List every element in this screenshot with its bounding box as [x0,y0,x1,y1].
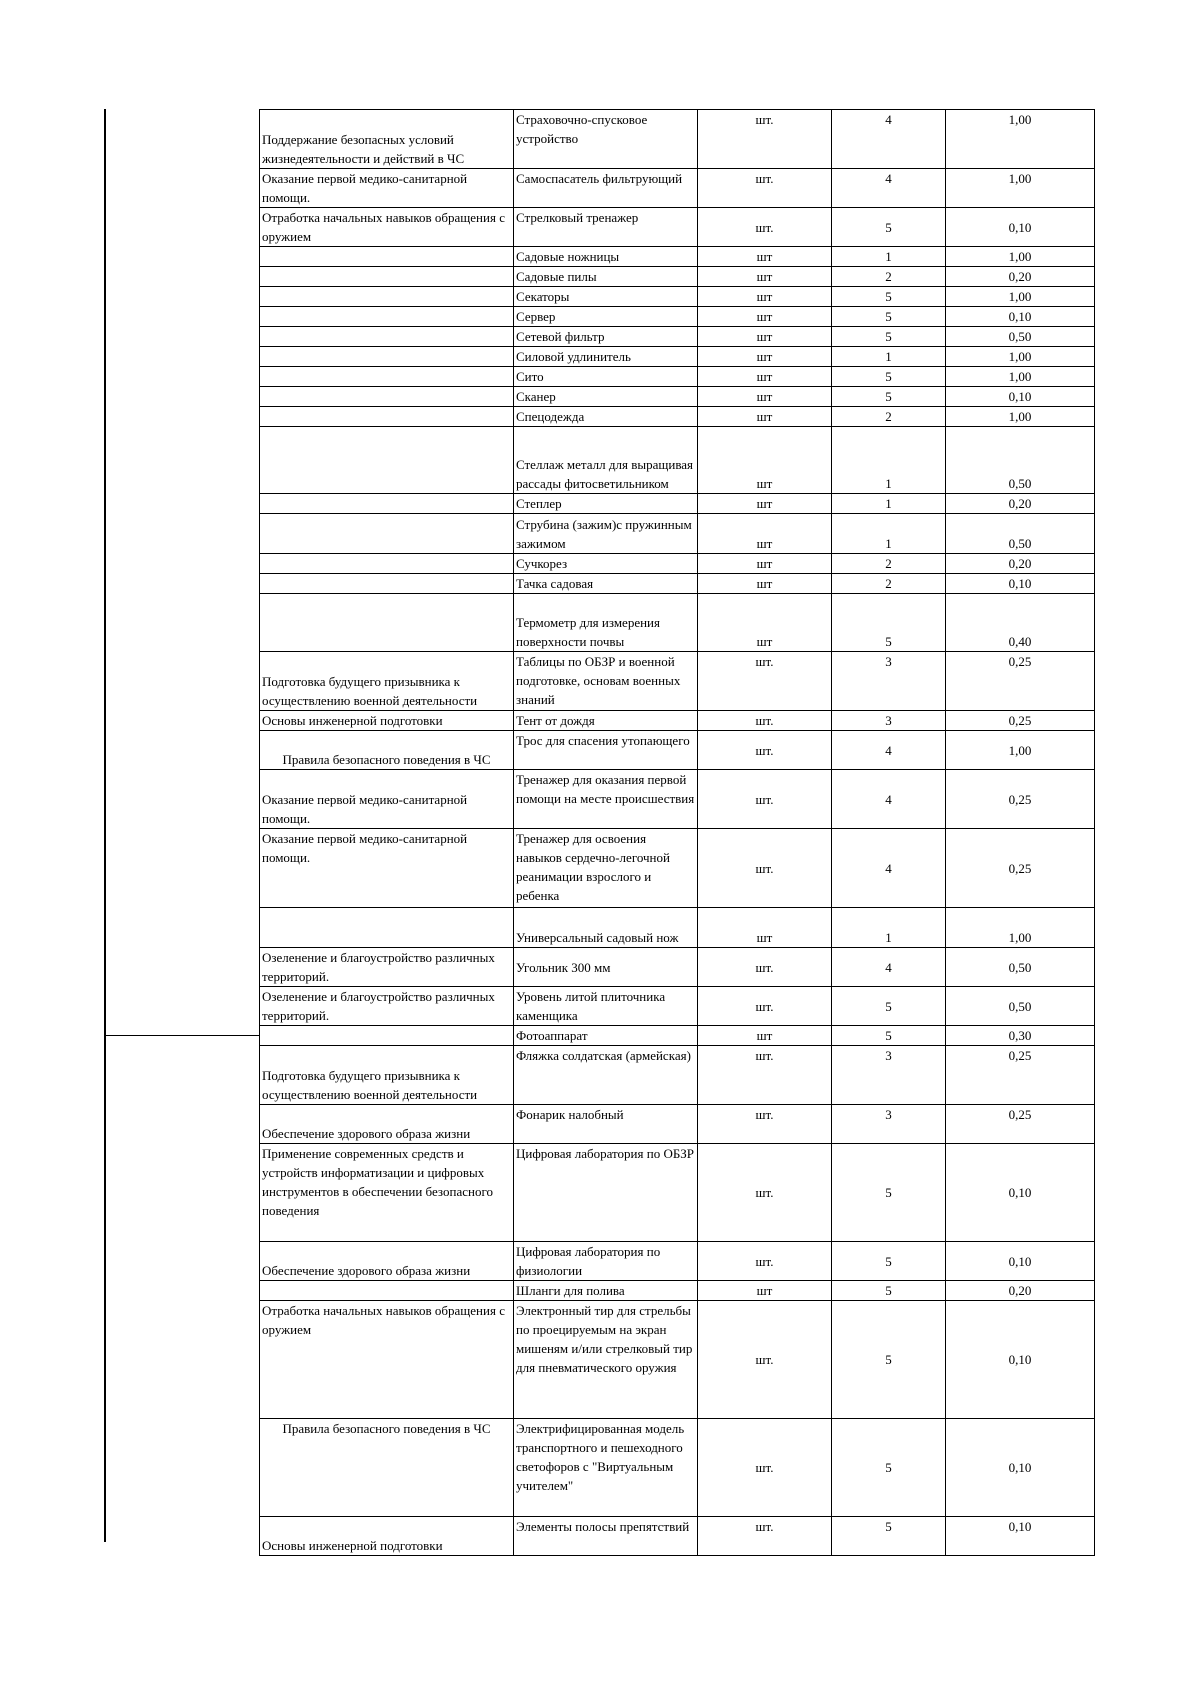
coefficient-cell: 0,10 [946,1242,1095,1281]
item-name-cell: Электронный тир для стрельбы по проецируемым на экран мишеням и/или стрелковый тир для пневматического оружия [514,1301,698,1419]
section-cell: Оказание первой медико-санитарной помощи. [260,829,514,908]
item-name-cell: Цифровая лаборатория по ОБЗР [514,1144,698,1242]
section-cell: Подготовка будущего призывника к осуществлению военной деятельности [260,652,514,711]
item-name-cell: Стрелковый тренажер [514,208,698,247]
quantity-cell: 3 [832,652,946,711]
item-name-cell: Садовые пилы [514,267,698,287]
coefficient-cell: 0,50 [946,987,1095,1026]
table-row [260,1026,1095,1046]
quantity-cell: 2 [832,267,946,287]
quantity-cell: 3 [832,711,946,731]
table-row [260,267,1095,287]
table-row [260,367,1095,387]
item-name-cell: Сетевой фильтр [514,327,698,347]
section-cell [260,494,514,514]
section-cell: Правила безопасного поведения в ЧС [260,1419,514,1517]
section-cell: Поддержание безопасных условий жизнедеятельности и действий в ЧС [260,110,514,169]
coefficient-cell: 0,10 [946,387,1095,407]
table-row [260,347,1095,367]
item-name-cell: Сито [514,367,698,387]
section-cell: Подготовка будущего призывника к осуществлению военной деятельности [260,1046,514,1105]
table-row [260,554,1095,574]
quantity-cell: 1 [832,347,946,367]
quantity-cell: 5 [832,387,946,407]
table-row [260,407,1095,427]
section-cell [260,1281,514,1301]
coefficient-cell: 0,20 [946,494,1095,514]
table-row [260,652,1095,711]
item-name-cell: Трос для спасения утопающего [514,731,698,770]
quantity-cell: 5 [832,1517,946,1556]
unit-cell: шт [698,908,832,948]
coefficient-cell: 1,00 [946,347,1095,367]
table-row [260,574,1095,594]
coefficient-cell: 0,20 [946,1281,1095,1301]
coefficient-cell: 1,00 [946,407,1095,427]
table-row [260,1144,1095,1242]
quantity-cell: 5 [832,327,946,347]
item-name-cell: Тачка садовая [514,574,698,594]
item-name-cell: Садовые ножницы [514,247,698,267]
quantity-cell: 4 [832,110,946,169]
table-row [260,247,1095,267]
quantity-cell: 5 [832,1026,946,1046]
section-cell: Правила безопасного поведения в ЧС [260,731,514,770]
quantity-cell: 5 [832,208,946,247]
item-name-cell: Тренажер для оказания первой помощи на месте происшествия [514,770,698,829]
quantity-cell: 2 [832,574,946,594]
item-name-cell: Струбина (зажим)с пружинным зажимом [514,514,698,554]
unit-cell: шт [698,387,832,407]
section-cell [260,307,514,327]
item-name-cell: Угольник 300 мм [514,948,698,987]
table-row [260,594,1095,652]
coefficient-cell: 1,00 [946,908,1095,948]
coefficient-cell: 0,25 [946,1105,1095,1144]
item-name-cell: Степлер [514,494,698,514]
coefficient-cell: 1,00 [946,110,1095,169]
coefficient-cell: 0,30 [946,1026,1095,1046]
table-row [260,711,1095,731]
unit-cell: шт [698,494,832,514]
table-row [260,1105,1095,1144]
quantity-cell: 4 [832,948,946,987]
unit-cell: шт [698,574,832,594]
section-cell [260,267,514,287]
unit-cell: шт [698,1026,832,1046]
quantity-cell: 4 [832,169,946,208]
coefficient-cell: 1,00 [946,367,1095,387]
item-name-cell: Фотоаппарат [514,1026,698,1046]
unit-cell: шт [698,287,832,307]
quantity-cell: 5 [832,287,946,307]
unit-cell: шт. [698,110,832,169]
unit-cell: шт. [698,652,832,711]
item-name-cell: Тент от дождя [514,711,698,731]
unit-cell: шт [698,247,832,267]
item-name-cell: Сканер [514,387,698,407]
coefficient-cell: 0,10 [946,1301,1095,1419]
section-cell [260,387,514,407]
section-cell [260,1026,514,1046]
quantity-cell: 3 [832,1046,946,1105]
coefficient-cell: 0,25 [946,652,1095,711]
table-row [260,829,1095,908]
unit-cell: шт. [698,169,832,208]
item-name-cell: Самоспасатель фильтрующий [514,169,698,208]
quantity-cell: 4 [832,770,946,829]
section-cell [260,347,514,367]
table-row [260,1517,1095,1556]
item-name-cell: Стеллаж металл для выращивая рассады фитосветильником [514,427,698,494]
unit-cell: шт [698,427,832,494]
section-cell: Обеспечение здорового образа жизни [260,1242,514,1281]
table-row [260,1301,1095,1419]
unit-cell: шт [698,267,832,287]
coefficient-cell: 0,50 [946,948,1095,987]
item-name-cell: Тренажер для освоения навыков сердечно-легочной реанимации взрослого и ребенка [514,829,698,908]
table-row [260,387,1095,407]
quantity-cell: 5 [832,594,946,652]
coefficient-cell: 0,10 [946,208,1095,247]
section-cell: Отработка начальных навыков обращения с оружием [260,1301,514,1419]
unit-cell: шт. [698,1046,832,1105]
unit-cell: шт. [698,1242,832,1281]
quantity-cell: 1 [832,427,946,494]
section-cell [260,327,514,347]
coefficient-cell: 0,25 [946,711,1095,731]
item-name-cell: Страховочно-спусковое устройство [514,110,698,169]
coefficient-cell: 0,50 [946,327,1095,347]
item-name-cell: Шланги для полива [514,1281,698,1301]
section-cell: Оказание первой медико-санитарной помощи. [260,169,514,208]
coefficient-cell: 1,00 [946,731,1095,770]
quantity-cell: 4 [832,731,946,770]
unit-cell: шт [698,1281,832,1301]
quantity-cell: 1 [832,247,946,267]
item-name-cell: Фонарик налобный [514,1105,698,1144]
unit-cell: шт [698,514,832,554]
unit-cell: шт. [698,1144,832,1242]
section-cell [260,407,514,427]
table-row [260,1046,1095,1105]
unit-cell: шт. [698,770,832,829]
item-name-cell: Силовой удлинитель [514,347,698,367]
item-name-cell: Элементы полосы препятствий [514,1517,698,1556]
section-cell: Обеспечение здорового образа жизни [260,1105,514,1144]
coefficient-cell: 1,00 [946,169,1095,208]
unit-cell: шт [698,407,832,427]
section-cell [260,514,514,554]
coefficient-cell: 0,25 [946,1046,1095,1105]
item-name-cell: Фляжка солдатская (армейская) [514,1046,698,1105]
unit-cell: шт. [698,829,832,908]
quantity-cell: 5 [832,1281,946,1301]
coefficient-cell: 0,25 [946,829,1095,908]
quantity-cell: 1 [832,514,946,554]
quantity-cell: 5 [832,1301,946,1419]
unit-cell: шт. [698,711,832,731]
unit-cell: шт. [698,948,832,987]
quantity-cell: 2 [832,554,946,574]
coefficient-cell: 0,40 [946,594,1095,652]
item-name-cell: Таблицы по ОБЗР и военной подготовке, основам военных знаний [514,652,698,711]
unit-cell: шт. [698,1517,832,1556]
section-cell: Оказание первой медико-санитарной помощи. [260,770,514,829]
item-name-cell: Сучкорез [514,554,698,574]
item-name-cell: Электрифицированная модель транспортного и пешеходного светофоров с "Виртуальным учителем" [514,1419,698,1517]
quantity-cell: 4 [832,829,946,908]
coefficient-cell: 0,10 [946,1419,1095,1517]
quantity-cell: 5 [832,1419,946,1517]
coefficient-cell: 0,50 [946,514,1095,554]
table-row [260,494,1095,514]
quantity-cell: 2 [832,407,946,427]
unit-cell: шт [698,594,832,652]
table-row [260,427,1095,494]
unit-cell: шт [698,307,832,327]
coefficient-cell: 0,10 [946,1144,1095,1242]
quantity-cell: 5 [832,1144,946,1242]
quantity-cell: 1 [832,494,946,514]
unit-cell: шт [698,367,832,387]
table-row [260,1281,1095,1301]
unit-cell: шт [698,554,832,574]
unit-cell: шт [698,347,832,367]
unit-cell: шт. [698,1301,832,1419]
coefficient-cell: 0,10 [946,1517,1095,1556]
section-cell [260,908,514,948]
table-row [260,731,1095,770]
item-name-cell: Секаторы [514,287,698,307]
section-cell [260,574,514,594]
coefficient-cell: 1,00 [946,287,1095,307]
table-row [260,908,1095,948]
section-cell [260,287,514,307]
item-name-cell: Уровень литой плиточника каменщика [514,987,698,1026]
table-row [260,514,1095,554]
table-row [260,327,1095,347]
item-name-cell: Сервер [514,307,698,327]
unit-cell: шт. [698,731,832,770]
unit-cell: шт. [698,1419,832,1517]
table-row [260,110,1095,169]
section-cell [260,367,514,387]
quantity-cell: 5 [832,367,946,387]
section-cell [260,594,514,652]
unit-cell: шт [698,327,832,347]
coefficient-cell: 0,50 [946,427,1095,494]
left-border-line [104,109,106,1542]
coefficient-cell: 0,20 [946,554,1095,574]
quantity-cell: 5 [832,1242,946,1281]
coefficient-cell: 0,10 [946,574,1095,594]
quantity-cell: 5 [832,987,946,1026]
unit-cell: шт. [698,1105,832,1144]
table-row [260,1419,1095,1517]
table-row [260,287,1095,307]
table-row [260,987,1095,1026]
table-row [260,770,1095,829]
section-cell: Применение современных средств и устройств информатизации и цифровых инструментов в обеспечении безопасного поведения [260,1144,514,1242]
item-name-cell: Универсальный садовый нож [514,908,698,948]
item-name-cell: Термометр для измерения поверхности почвы [514,594,698,652]
section-cell [260,427,514,494]
table-row [260,208,1095,247]
coefficient-cell: 1,00 [946,247,1095,267]
section-cell: Озеленение и благоустройство различных территорий. [260,948,514,987]
quantity-cell: 3 [832,1105,946,1144]
item-name-cell: Цифровая лаборатория по физиологии [514,1242,698,1281]
table-row [260,169,1095,208]
left-section-divider [104,1035,260,1036]
table-row [260,948,1095,987]
quantity-cell: 5 [832,307,946,327]
item-name-cell: Спецодежда [514,407,698,427]
section-cell [260,554,514,574]
unit-cell: шт. [698,987,832,1026]
section-cell: Отработка начальных навыков обращения с оружием [260,208,514,247]
section-cell [260,247,514,267]
table-row [260,307,1095,327]
coefficient-cell: 0,10 [946,307,1095,327]
unit-cell: шт. [698,208,832,247]
table-row [260,1242,1095,1281]
section-cell: Озеленение и благоустройство различных территорий. [260,987,514,1026]
section-cell: Основы инженерной подготовки [260,1517,514,1556]
equipment-table [259,109,1095,1556]
section-cell: Основы инженерной подготовки [260,711,514,731]
coefficient-cell: 0,20 [946,267,1095,287]
quantity-cell: 1 [832,908,946,948]
coefficient-cell: 0,25 [946,770,1095,829]
